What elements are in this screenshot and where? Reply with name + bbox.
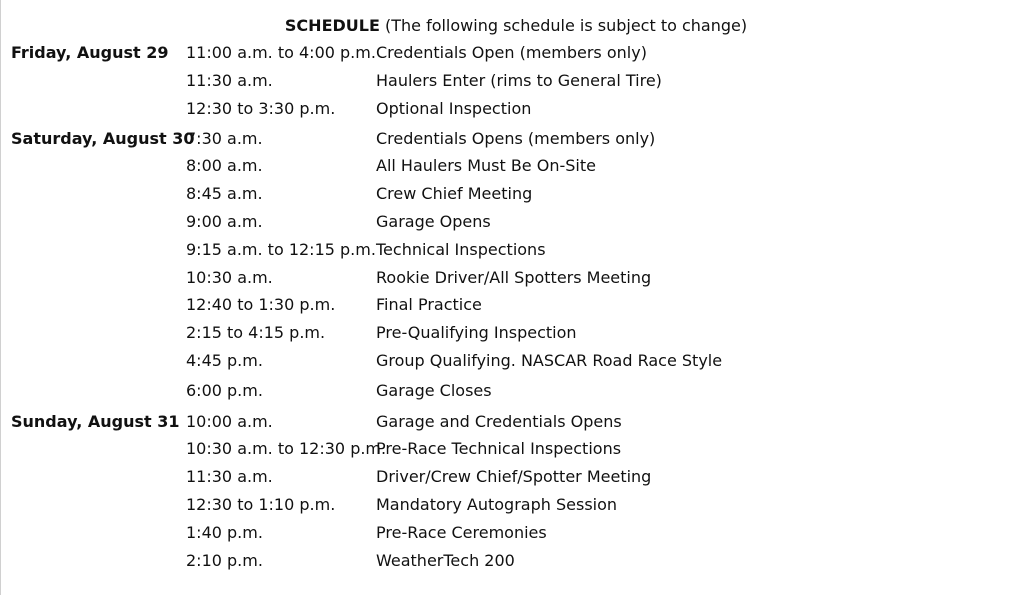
schedule-time: 9:00 a.m. <box>186 212 263 231</box>
schedule-event: Garage Opens <box>376 212 491 231</box>
schedule-time: 9:15 a.m. to 12:15 p.m. <box>186 240 376 259</box>
schedule-event: WeatherTech 200 <box>376 551 515 570</box>
schedule-day: Friday, August 29 <box>11 43 169 62</box>
schedule-time: 7:30 a.m. <box>186 129 263 148</box>
schedule-time: 8:00 a.m. <box>186 156 263 175</box>
schedule-title: SCHEDULE <box>284 16 380 35</box>
schedule-time: 4:45 p.m. <box>186 351 263 370</box>
schedule-time: 8:45 a.m. <box>186 184 263 203</box>
schedule-time: 11:30 a.m. <box>186 467 273 486</box>
schedule-event: Crew Chief Meeting <box>376 184 533 203</box>
schedule-event: All Haulers Must Be On-Site <box>376 156 596 175</box>
schedule-event: Garage and Credentials Opens <box>376 412 622 431</box>
schedule-event: Rookie Driver/All Spotters Meeting <box>376 268 652 287</box>
schedule-event: Mandatory Autograph Session <box>376 495 618 514</box>
schedule-time: 10:30 a.m. <box>186 268 273 287</box>
schedule-event: Final Practice <box>376 295 482 314</box>
schedule-event: Group Qualifying. NASCAR Road Race Style <box>376 351 723 370</box>
schedule-day: Saturday, August 30 <box>11 129 195 148</box>
schedule-time: 12:30 to 1:10 p.m. <box>186 495 336 514</box>
schedule-time: 2:15 to 4:15 p.m. <box>186 323 326 342</box>
schedule-event: Credentials Open (members only) <box>376 43 647 62</box>
schedule-event: Technical Inspections <box>376 240 546 259</box>
schedule-time: 12:40 to 1:30 p.m. <box>186 295 336 314</box>
schedule-event: Haulers Enter (rims to General Tire) <box>376 71 662 90</box>
schedule-event: Credentials Opens (members only) <box>376 129 656 148</box>
schedule-event: Pre-Race Ceremonies <box>376 523 547 542</box>
schedule-header <box>1 15 1024 37</box>
schedule-time: 1:40 p.m. <box>186 523 263 542</box>
schedule-time: 2:10 p.m. <box>186 551 263 570</box>
schedule-event: Optional Inspection <box>376 99 532 118</box>
schedule-time: 11:30 a.m. <box>186 71 273 90</box>
schedule-time: 6:00 p.m. <box>186 381 263 400</box>
schedule-event: Pre-Qualifying Inspection <box>376 323 577 342</box>
schedule-time: 12:30 to 3:30 p.m. <box>186 99 336 118</box>
schedule-event: Garage Closes <box>376 381 492 400</box>
schedule-event: Pre-Race Technical Inspections <box>376 439 622 458</box>
schedule-time: 11:00 a.m. to 4:00 p.m. <box>186 43 376 62</box>
schedule-day: Sunday, August 31 <box>11 412 180 431</box>
schedule-event: Driver/Crew Chief/Spotter Meeting <box>376 467 652 486</box>
schedule-note: (The following schedule is subject to change) <box>379 16 748 35</box>
schedule-time: 10:30 a.m. to 12:30 p.m. <box>186 439 387 458</box>
schedule-time: 10:00 a.m. <box>186 412 273 431</box>
